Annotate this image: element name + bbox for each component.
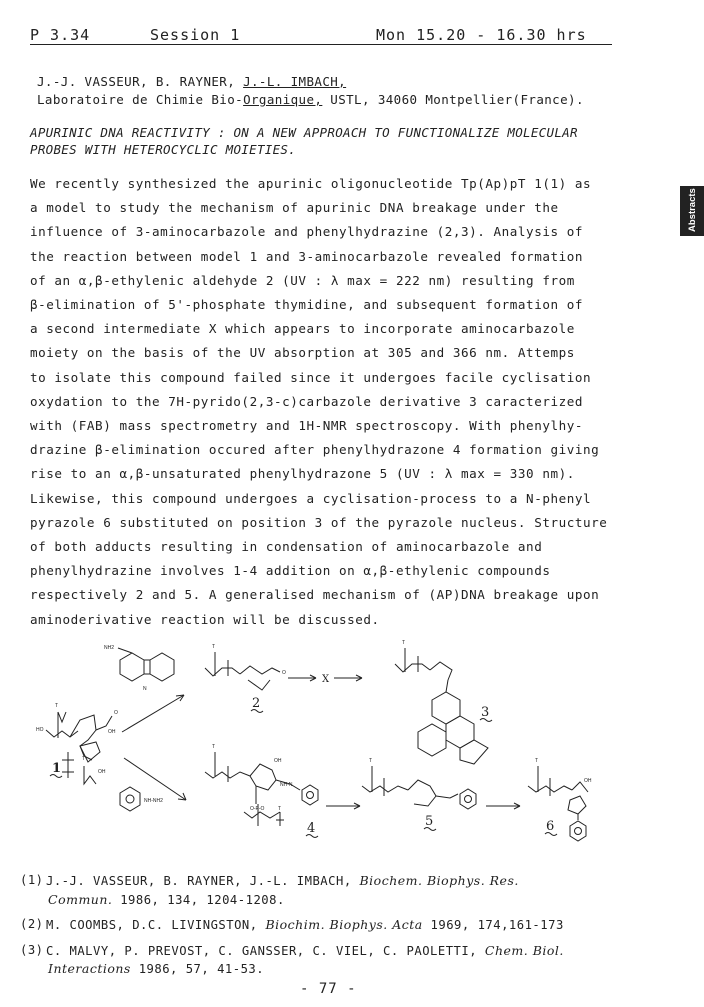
body-line: to isolate this compound failed since it undergoes facile cyclisation [30, 369, 592, 385]
presenting-author: J.-L. IMBACH, [243, 74, 347, 89]
body-line: influence of 3-aminocarbazole and phenylhydrazine (2,3). Analysis of [30, 224, 583, 240]
reference-details: 1986, 134, 1204-1208. [112, 892, 285, 907]
compound-1-structure [36, 703, 118, 784]
reference-number: (3) [20, 942, 44, 957]
body-line: the reaction between model 1 and 3-aminocarbazole revealed formation [30, 248, 583, 264]
title-line: APURINIC DNA REACTIVITY : ON A NEW APPROACH TO FUNCTIONALIZE MOLECULAR [30, 125, 578, 140]
body-line: of an α,β-ethylenic aldehyde 2 (UV : λ max = 222 nm) resulting from [30, 272, 575, 288]
body-line: a second intermediate X which appears to incorporate aminocarbazole [30, 321, 575, 337]
author-names-main: J.-J. VASSEUR, B. RAYNER, [37, 74, 244, 89]
compound-number-6: 6 [546, 819, 555, 834]
compound-number-5: 5 [425, 814, 434, 829]
reference-journal: Chem. Biol. [484, 942, 564, 958]
carbazole-nh-label: N [143, 686, 147, 692]
phosphate-label: O-P-O [250, 806, 265, 812]
body-line: phenylhydrazine involves 1-4 addition on α,β-ethylenic compounds [30, 563, 551, 579]
aminocarbazole-structure [104, 645, 174, 692]
hydroxyl-label: OH [98, 769, 106, 775]
compound-6-structure [528, 758, 592, 841]
affiliation-rest: USTL, 34060 Montpellier(France). [322, 92, 584, 107]
references [20, 872, 680, 979]
amine-label: NH2 [104, 645, 115, 651]
compound-number-4: 4 [307, 821, 316, 836]
body-line: drazine β-elimination occured after phenylhydrazone 4 formation giving [30, 442, 600, 458]
reference-journal: Commun. [48, 891, 113, 907]
compound-number-2: 2 [252, 696, 261, 711]
aldehyde-o-label: O [114, 710, 118, 716]
reference-authors: M. COOMBS, D.C. LIVINGSTON, [46, 918, 266, 932]
thymine-label: T [402, 640, 406, 646]
aldehyde-o-label: O [282, 670, 286, 676]
body-line: pyrazole 6 substituted on position 3 of the pyrazole nucleus. Structure [30, 514, 608, 530]
compound-2-structure [205, 644, 286, 690]
thymine-label: T [212, 744, 216, 750]
reference-details: 1969, 174,161-173 [422, 918, 564, 932]
body-line: a model to study the mechanism of apurinic DNA breakage under the [30, 200, 559, 216]
body-line: aminoderivative reaction will be discussed. [30, 611, 380, 627]
arrow-to-2 [122, 695, 184, 732]
affiliation-underlined: Organique, [243, 92, 323, 107]
title-line: PROBES WITH HETEROCYCLIC MOIETIES. [30, 142, 297, 157]
reference-item [20, 916, 680, 935]
reference-number: (1) [20, 873, 44, 887]
compound-4-structure [205, 744, 318, 826]
hydrazone-label: NH-N [280, 782, 293, 788]
compound-3-structure [395, 640, 488, 764]
compound-5-structure [362, 758, 476, 809]
poster-code: P 3.34 [30, 26, 91, 44]
session-time: Mon 15.20 - 16.30 hrs [376, 26, 587, 44]
compound-number-3: 3 [481, 705, 490, 720]
page-number: - 77 - [300, 981, 357, 997]
body-line: with (FAB) mass spectrometry and 1H-NMR spectroscopy. With phenylhy- [30, 418, 583, 434]
phenylhydrazine-structure [120, 787, 163, 811]
reference-journal: Interactions [48, 961, 131, 976]
reference-journal: Biochim. Biophys. Acta [265, 917, 423, 932]
affiliation-part: Laboratoire de Chimie Bio- [37, 92, 244, 107]
hydrazine-label: NH-NH2 [144, 798, 163, 804]
body-line: β-elimination of 5'-phosphate thymidine, and subsequent formation of [30, 297, 583, 313]
thymine-label: T [278, 806, 282, 812]
reference-details: 1986, 57, 41-53. [130, 962, 265, 976]
body-line: moiety on the basis of the UV absorption at 305 and 366 nm. Attemps [30, 345, 575, 361]
reference-number: (2) [20, 917, 44, 931]
reference-journal: Biochem. Biophys. Res. [359, 873, 519, 888]
hydroxyl-label: OH [108, 729, 116, 735]
abstracts-tab-label: Abstracts [687, 188, 698, 232]
thymine-label: T [82, 756, 86, 762]
reference-authors: C. MALVY, P. PREVOST, C. GANSSER, C. VIEL, C. PAOLETTI, [46, 943, 485, 958]
hydroxyl-label: HO [36, 727, 44, 733]
hydroxyl-label: OH [584, 778, 592, 784]
intermediate-x-label: X [322, 674, 330, 685]
thymine-label: T [212, 644, 216, 650]
body-line: We recently synthesized the apurinic oligonucleotide Tp(Ap)pT 1(1) as [30, 176, 592, 191]
arrowhead [176, 695, 184, 701]
compound-number-1: 1 [52, 761, 62, 776]
arrow-to-4 [124, 758, 186, 800]
body-line: of both adducts resulting in condensation of aminocarbazole and [30, 539, 543, 555]
reference-item [20, 942, 680, 979]
thymine-label: T [535, 758, 539, 764]
reference-item [20, 872, 680, 909]
thymine-label: T [369, 758, 373, 764]
body-line: respectively 2 and 5. A generalised mechanism of (AP)DNA breakage upon [30, 587, 600, 603]
reference-authors: J.-J. VASSEUR, B. RAYNER, J.-L. IMBACH, [46, 874, 360, 888]
body-line: rise to an α,β-unsaturated phenylhydrazone 5 (UV : λ max = 330 nm). [30, 466, 575, 482]
session-label: Session 1 [150, 26, 241, 44]
thymine-label: T [55, 703, 59, 709]
body-line: Likewise, this compound undergoes a cyclisation-process to a N-phenyl [30, 490, 592, 506]
hydroxyl-label: OH [274, 758, 282, 764]
body-line: oxydation to the 7H-pyrido(2,3-c)carbazole derivative 3 caracterized [30, 393, 583, 409]
